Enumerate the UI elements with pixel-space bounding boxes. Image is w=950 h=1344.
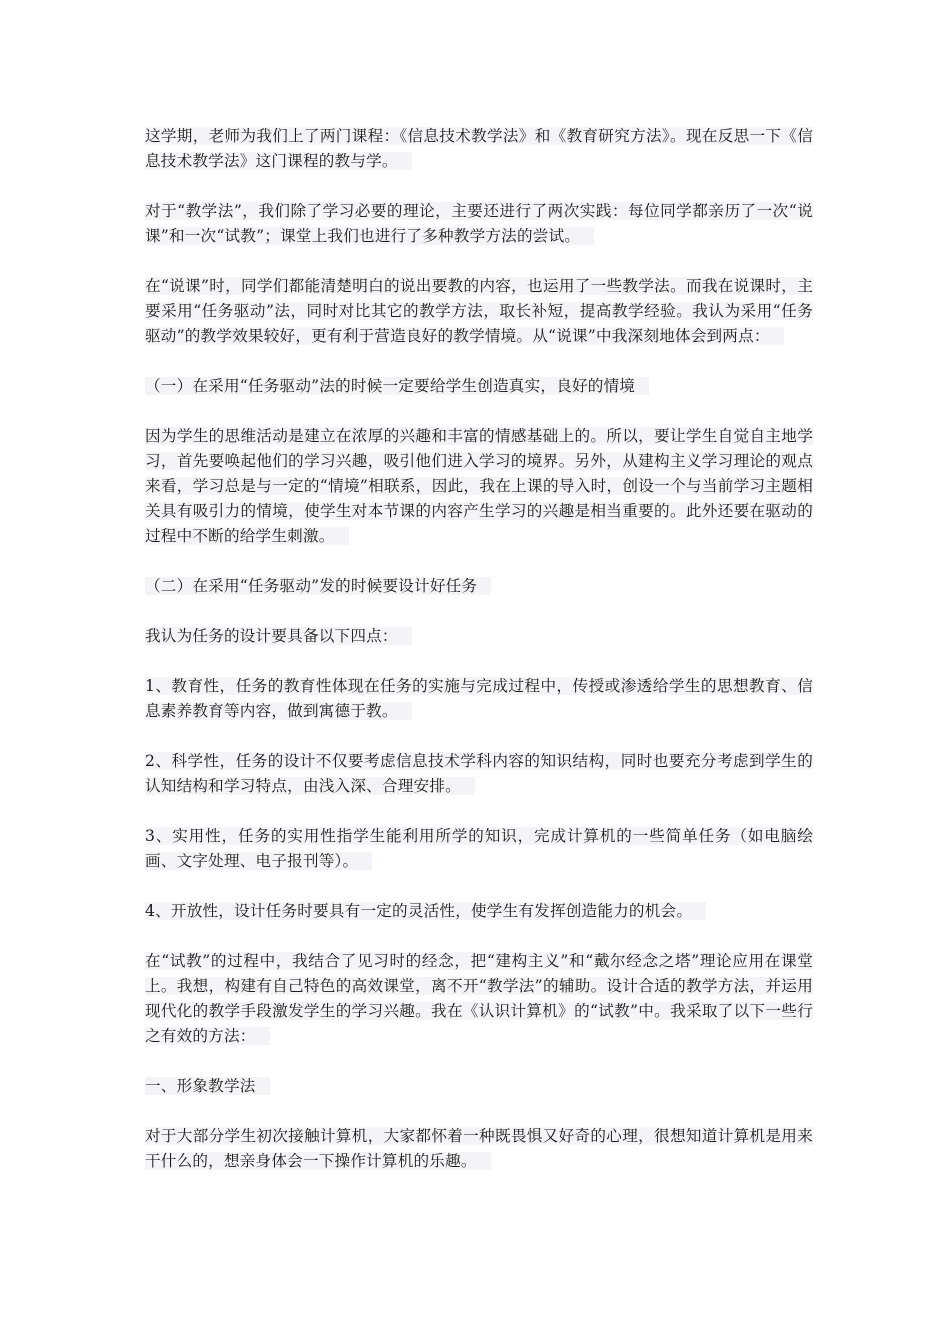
paragraph-text: 对于大部分学生初次接触计算机，大家都怀着一种既畏惧又好奇的心理，很想知道计算机是用来干什么的，想亲身体会一下操作计算机的乐趣。 xyxy=(145,1127,813,1170)
paragraph xyxy=(145,949,813,1049)
list-item-text: 1、教育性，任务的教育性体现在任务的实施与完成过程中，传授或渗透给学生的思想教育、信息素养教育等内容，做到寓德于教。 xyxy=(145,677,813,720)
document-body xyxy=(145,124,813,1199)
paragraph-text: 这学期，老师为我们上了两门课程：《信息技术教学法》和《教育研究方法》。现在反思一下《信息技术教学法》这门课程的教与学。 xyxy=(145,127,813,170)
paragraph xyxy=(145,1124,813,1174)
list-item xyxy=(145,824,813,874)
list-item-text: 3、实用性，任务的实用性指学生能利用所学的知识，完成计算机的一些简单任务（如电脑绘画、文字处理、电子报刊等）。 xyxy=(145,827,813,870)
list-item xyxy=(145,749,813,799)
section-heading-text: （一）在采用“任务驱动”法的时候一定要给学生创造真实，良好的情境 xyxy=(145,377,649,395)
list-item xyxy=(145,674,813,724)
paragraph-text: 我认为任务的设计要具备以下四点： xyxy=(145,627,412,645)
section-heading-text: （二）在采用“任务驱动”发的时候要设计好任务 xyxy=(145,577,491,595)
paragraph xyxy=(145,624,813,649)
section-heading xyxy=(145,574,813,599)
paragraph xyxy=(145,124,813,174)
section-heading-text: 一、形象教学法 xyxy=(145,1077,270,1095)
list-item xyxy=(145,899,813,924)
paragraph-text: 因为学生的思维活动是建立在浓厚的兴趣和丰富的情感基础上的。所以，要让学生自觉自主地学习，首先要唤起他们的学习兴趣，吸引他们进入学习的境界。另外，从建构主义学习理论的观点来看，学习总是与一定的“情境”相联系，因此，我在上课的导入时，创设一个与当前学习主题相关具有吸引力的情境，使学生对本节课的内容产生学习的兴趣是相当重要的。此外还要在驱动的过程中不断的给学生刺激。 xyxy=(145,427,813,545)
list-item-text: 4、开放性，设计任务时要具有一定的灵活性，使学生有发挥创造能力的机会。 xyxy=(145,902,706,920)
paragraph xyxy=(145,274,813,349)
section-heading xyxy=(145,374,813,399)
paragraph-text: 对于“教学法”，我们除了学习必要的理论，主要还进行了两次实践：每位同学都亲历了一次“说课”和一次“试教”；课堂上我们也进行了多种教学方法的尝试。 xyxy=(145,202,813,245)
paragraph xyxy=(145,199,813,249)
paragraph xyxy=(145,424,813,549)
paragraph-text: 在“说课”时，同学们都能清楚明白的说出要教的内容，也运用了一些教学法。而我在说课时，主要采用“任务驱动”法，同时对比其它的教学方法，取长补短，提高教学经验。我认为采用“任务驱动”的教学效果较好，更有利于营造良好的教学情境。从“说课”中我深刻地体会到两点： xyxy=(145,277,813,345)
section-heading xyxy=(145,1074,813,1099)
paragraph-text: 在“试教”的过程中，我结合了见习时的经念，把“建构主义”和“戴尔经念之塔”理论应用在课堂上。我想，构建有自己特色的高效课堂，离不开“教学法”的辅助。设计合适的教学方法，并运用现代化的教学手段激发学生的学习兴趣。我在《认识计算机》的“试教”中。我采取了以下一些行之有效的方法： xyxy=(145,952,813,1045)
list-item-text: 2、科学性，任务的设计不仅要考虑信息技术学科内容的知识结构，同时也要充分考虑到学生的认知结构和学习特点，由浅入深、合理安排。 xyxy=(145,752,813,795)
